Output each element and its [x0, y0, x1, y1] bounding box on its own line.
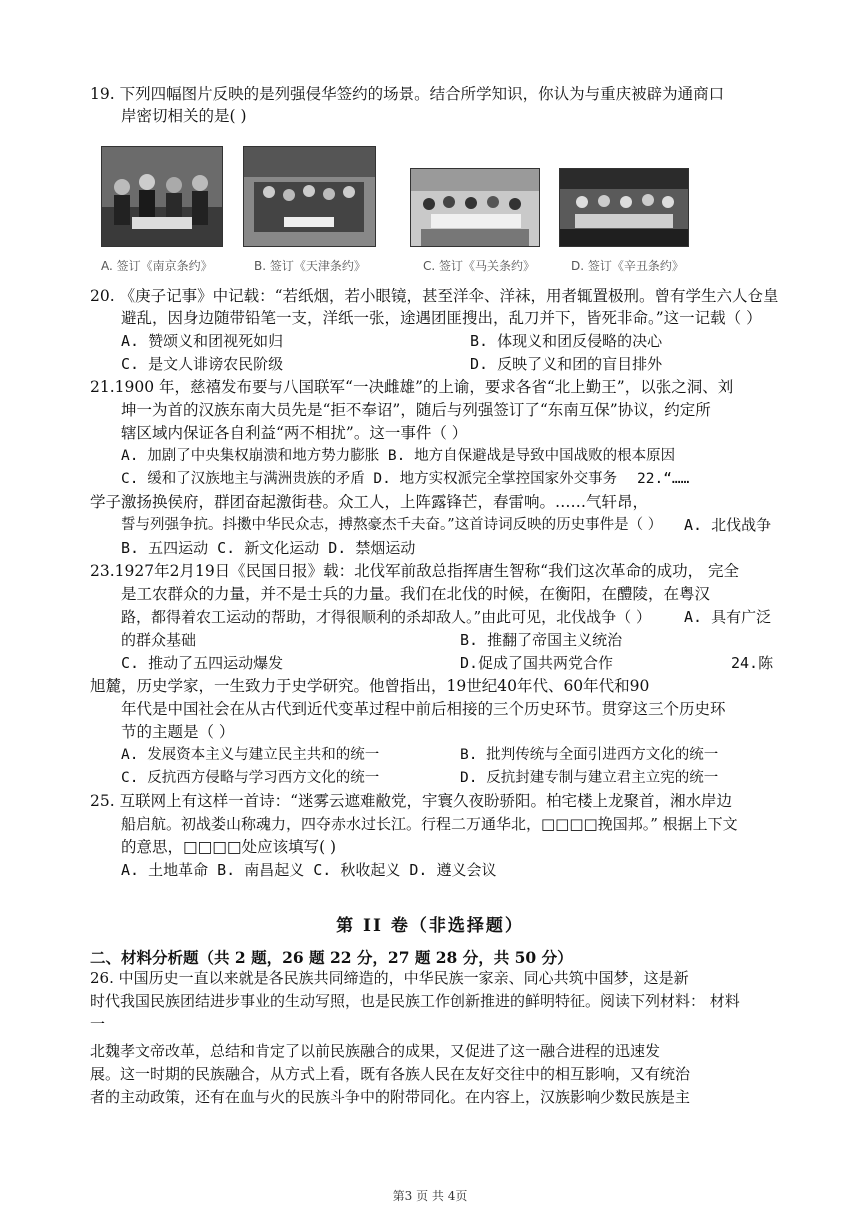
caption-c: C. 签订《马关条约》 — [423, 259, 536, 273]
photo-tianjin-treaty — [243, 146, 376, 247]
q26-stem-line1: 26. 中国历史一直以来就是各民族共同缔造的，中华民族一家亲、同心共筑中国梦，这是新 — [90, 969, 689, 987]
q20-option-c: C. 是文人诽谤农民阶级 — [121, 355, 284, 373]
q24-option-d: D. 反抗封建专制与建立君主立宪的统一 — [460, 770, 719, 786]
q24-option-c: C. 反抗西方侵略与学习西方文化的统一 — [121, 770, 380, 786]
section-title: 第 II 卷（非选择题） — [336, 916, 524, 936]
q23-option-c: C. 推动了五四运动爆发 — [121, 654, 284, 672]
q24-option-a: A. 发展资本主义与建立民主共和的统一 — [121, 747, 380, 763]
q19-stem-line2: 岸密切相关的是( ) — [121, 107, 247, 125]
q22-number: 22.“…… — [637, 471, 690, 487]
q20-option-b: B. 体现义和团反侵略的决心 — [470, 332, 663, 350]
q20-option-d: D. 反映了义和团的盲目排外 — [470, 355, 663, 373]
caption-a: A. 签订《南京条约》 — [101, 259, 213, 273]
q20-option-a: A. 赞颂义和团视死如归 — [121, 332, 284, 350]
caption-b: B. 签订《天津条约》 — [254, 259, 366, 273]
q25-stem-line2: 船启航。初战娄山称魂力，四夺赤水过长江。行程二万通华北，□□□□挽国邦。” 根据上下文 — [121, 815, 738, 833]
photo-maguan-treaty — [410, 168, 540, 247]
q26-stem-line3: 一 — [90, 1015, 106, 1033]
q23-stem-line1: 23.1927年2月19日《民国日报》载：北伐军前敌总指挥唐生智称“我们这次革命的成功， 完全 — [90, 562, 740, 580]
q23-option-d: D.促成了国共两党合作 — [460, 654, 614, 672]
q21-stem-line1: 21.1900 年，慈禧发布要与八国联军“一决雌雄”的上谕，要求各省“北上勤王”，以张之洞、刘 — [90, 378, 734, 396]
q22-options-bcd: B. 五四运动 C. 新文化运动 D. 禁烟运动 — [121, 539, 416, 557]
q22-stem-line1: 学子激扬换侯府，群团奋起激街巷。众工人，上阵露锋芒，春雷响。……气轩昂， — [90, 493, 649, 511]
q24-stem-line2: 年代是中国社会在从古代到近代变革过程中前后相接的三个历史环节。贯穿这三个历史环 — [121, 700, 726, 718]
q24-option-b: B. 批判传统与全面引进西方文化的统一 — [460, 747, 719, 763]
q22-stem-line2: 誓与列强争抗。抖擞中华民众志，搏熬豪杰千夫奋。”这首诗词反映的历史事件是（ ） — [121, 517, 663, 533]
photo-nanjing-treaty — [101, 146, 223, 247]
q24-number: 24.陈 — [731, 654, 774, 672]
q20-stem-line1: 20. 《庚子记事》中记载：“若纸烟，若小眼镜，甚至洋伞、洋袜，用者辄置极刑。曾有学生六人仓皇 — [90, 287, 779, 305]
q24-stem-line3: 节的主题是（ ） — [121, 723, 235, 741]
part-heading: 二、材料分析题（共 2 题，26 题 22 分，27 题 28 分，共 50 分） — [90, 948, 573, 967]
q20-stem-line2: 避乱，因身边随带铅笔一支，洋纸一张，途遇团匪搜出，乱刀并下，皆死非命。”这一记载（ ） — [121, 309, 762, 327]
material-line2: 展。这一时期的民族融合，从方式上看，既有各族人民在友好交往中的相互影响，又有统治 — [90, 1065, 691, 1083]
material-line1: 北魏孝文帝改革，总结和肯定了以前民族融合的成果，又促进了这一融合进程的迅速发 — [90, 1042, 661, 1060]
photo-xinchou-treaty — [559, 168, 689, 247]
q23-stem-line3: 路，都得着农工运动的帮助，才得很顺利的杀却敌人。”由此可见，北伐战争（ ） — [121, 608, 651, 626]
q23-option-b: B. 推翻了帝国主义统治 — [460, 631, 623, 649]
q21-stem-line2: 坤一为首的汉族东南大员先是“拒不奉诏”，随后与列强签订了“东南互保”协议，约定所 — [121, 401, 711, 419]
q21-option-ab: A. 加剧了中央集权崩溃和地方势力膨胀 B. 地方自保避战是导致中国战败的根本原因 — [121, 448, 676, 464]
q21-stem-line3: 辖区域内保证各自利益“两不相扰”。这一事件（ ） — [121, 424, 468, 442]
q25-stem-line1: 25. 互联网上有这样一首诗：“迷雾云遮难敝党，宇寰久夜盼骄阳。柏宅楼上龙聚首，湘水岸边 — [90, 792, 733, 810]
q23-option-a-part1: A. 具有广泛 — [684, 608, 772, 626]
q22-option-a: A. 北伐战争 — [684, 516, 772, 534]
material-line3: 者的主动政策，还有在血与火的民族斗争中的附带同化。在内容上，汉族影响少数民族是主 — [90, 1088, 691, 1106]
q25-options: A. 土地革命 B. 南昌起义 C. 秋收起义 D. 遵义会议 — [121, 861, 497, 879]
q21-option-cd: C. 缓和了汉族地主与满洲贵族的矛盾 D. 地方实权派完全掌控国家外交事务 — [121, 471, 618, 487]
q24-stem-line1: 旭麓，历史学家，一生致力于史学研究。他曾指出，19世纪40年代、60年代和90 — [90, 677, 650, 695]
caption-d: D. 签订《辛丑条约》 — [571, 259, 684, 273]
page-footer: 第3 页 共 4页 — [392, 1189, 468, 1203]
q19-stem-line1: 19. 下列四幅图片反映的是列强侵华签约的场景。结合所学知识，你认为与重庆被辟为通商口 — [90, 85, 725, 103]
q25-stem-line3: 的意思，□□□□处应该填写( ) — [121, 838, 337, 856]
q26-stem-line2: 时代我国民族团结进步事业的生动写照，也是民族工作创新推进的鲜明特征。阅读下列材料： 材料 — [90, 992, 740, 1010]
q23-option-a-part2: 的群众基础 — [121, 631, 197, 649]
q23-stem-line2: 是工农群众的力量，并不是士兵的力量。我们在北伐的时候，在衡阳，在醴陵，在粤汉 — [121, 585, 711, 603]
